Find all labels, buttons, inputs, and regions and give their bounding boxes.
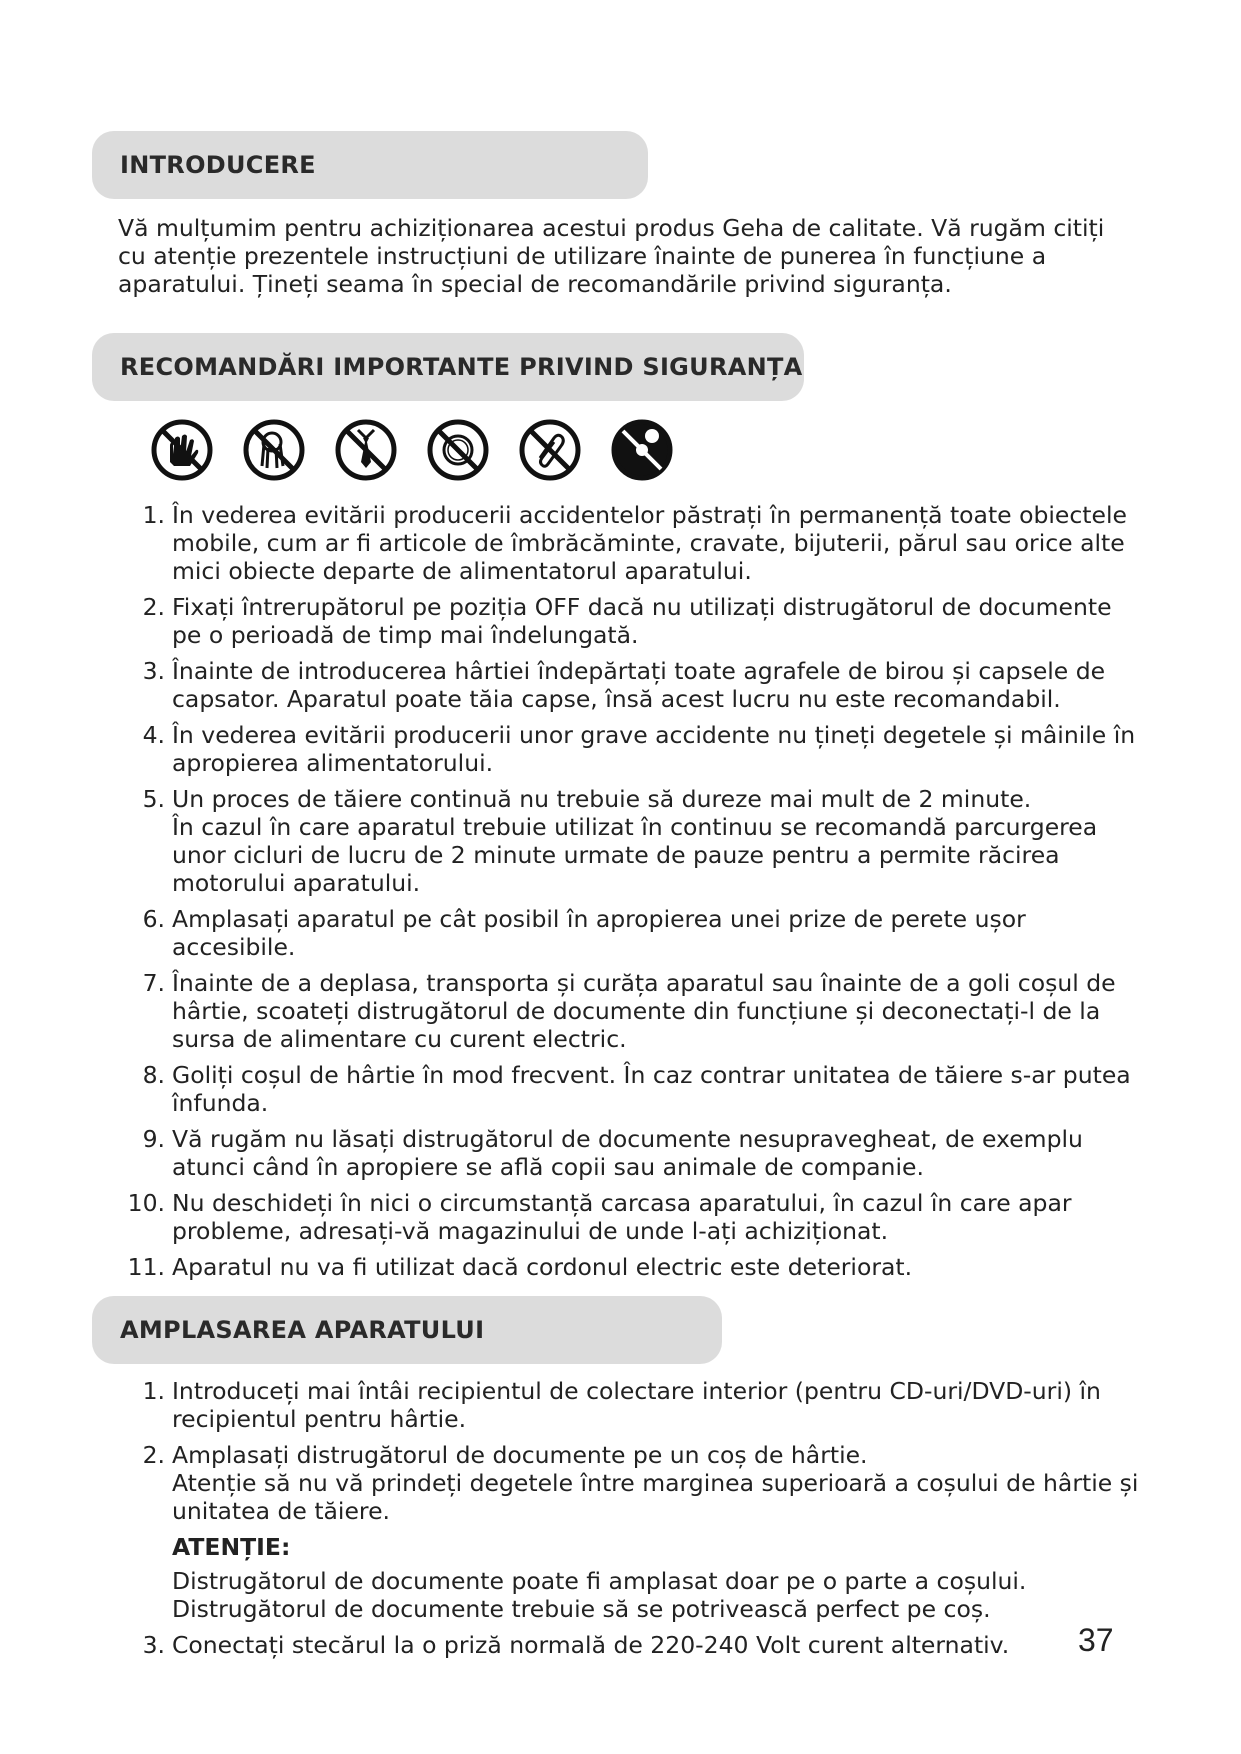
section-title: INTRODUCERE xyxy=(120,151,316,179)
list-item: 8. Goliți coșul de hârtie în mod frecvent. În caz contrar unitatea de tăiere s-ar putea înfunda. xyxy=(142,1061,1131,1117)
no-tie-icon xyxy=(334,418,398,482)
list-item: 6. Amplasați aparatul pe cât posibil în apropierea unei prize de perete ușor accesibile. xyxy=(142,905,1026,961)
no-hands-icon xyxy=(150,418,214,482)
list-item-text-continued: În cazul în care aparatul trebuie utilizat în continuu se recomandă parcurgerea unor cicluri de lucru de 2 minute urmate de pauze pentru a permite răcirea motorului aparatului. xyxy=(172,813,1098,897)
list-item: 4. În vederea evitării producerii unor grave accidente nu țineți degetele și mâinile în apropierea alimentatorului. xyxy=(142,721,1136,777)
attention-title: ATENȚIE: xyxy=(172,1533,291,1561)
placement-list xyxy=(120,1377,1140,1667)
list-item: 2. Fixați întrerupătorul pe poziția OFF dacă nu utilizați distrugătorul de documente pe o perioadă de timp mai îndelungată. xyxy=(142,593,1112,649)
safety-icons-row xyxy=(150,418,710,484)
list-item-text: Amplasați distrugătorul de documente pe un coș de hârtie. xyxy=(172,1441,868,1469)
no-paperclip-icon xyxy=(518,418,582,482)
list-item: 3. Conectați stecărul la o priză normală de 220-240 Volt curent alternativ. xyxy=(142,1631,1010,1659)
safety-list xyxy=(120,501,1140,1289)
section-title: AMPLASAREA APARATULUI xyxy=(120,1316,485,1344)
list-item: 10. Nu deschideți în nici o circumstanță carcasa aparatului, în cazul în care apar probleme, adresați-vă magazinului de unde l-ați achiziționat. xyxy=(127,1189,1072,1245)
no-hair-icon xyxy=(242,418,306,482)
intro-paragraph: Vă mulțumim pentru achiziționarea acestui produs Geha de calitate. Vă rugăm citiți cu atenție prezentele instrucțiuni de utilizare înainte de punerea în funcțiune a aparatului. Țineți seama în special de recomandările privind siguranța. xyxy=(118,214,1105,298)
list-item-text-continued: Atenție să nu vă prindeți degetele între marginea superioară a coșului de hârtie și unitatea de tăiere. xyxy=(172,1469,1139,1525)
list-item: 9. Vă rugăm nu lăsați distrugătorul de documente nesupravegheat, de exemplu atunci când în apropiere se află copii sau animale de companie. xyxy=(142,1125,1083,1181)
section-header-introducere xyxy=(92,131,648,199)
no-cd-icon xyxy=(610,418,674,482)
list-item: 11. Aparatul nu va fi utilizat dacă cordonul electric este deteriorat. xyxy=(127,1253,913,1281)
list-item: 3. Înainte de introducerea hârtiei îndepărtați toate agrafele de birou și capsele de capsator. Aparatul poate tăia capse, însă acest lucru nu este recomandabil. xyxy=(142,657,1106,713)
attention-text: Distrugătorul de documente poate fi amplasat doar pe o parte a coșului. Distrugătorul de documente trebuie să se potrivească perfect pe coș. xyxy=(172,1567,1027,1623)
no-jewelry-icon xyxy=(426,418,490,482)
section-header-safety xyxy=(92,333,804,401)
list-item: 2. Amplasați distrugătorul de documente pe un coș de hârtie. Atenție să nu vă prindeți degetele între marginea superioară a coșului de hârtie și unitatea de tăiere. ATENȚIE: Distrugătorul de documente poate fi amplasat doar pe o parte a coșului. Distrugătorul de documente trebuie să se potrivească perfect pe coș. xyxy=(142,1441,1139,1623)
section-title: RECOMANDĂRI IMPORTANTE PRIVIND SIGURANȚA xyxy=(120,353,803,381)
list-item: 5. Un proces de tăiere continuă nu trebuie să dureze mai mult de 2 minute. În cazul în care aparatul trebuie utilizat în continuu se recomandă parcurgerea unor cicluri de lucru de 2 minute urmate de pauze pentru a permite răcirea motorului aparatului. xyxy=(120,785,1140,897)
list-item: 1. În vederea evitării producerii accidentelor păstrați în permanență toate obiectele mobile, cum ar fi articole de îmbrăcăminte, cravate, bijuterii, părul sau orice alte mici obiecte departe de alimentatorul aparatului. xyxy=(142,501,1127,585)
section-header-placement xyxy=(92,1296,722,1364)
list-item-text: Un proces de tăiere continuă nu trebuie să dureze mai mult de 2 minute. xyxy=(172,785,1032,813)
list-item: 1. Introduceți mai întâi recipientul de colectare interior (pentru CD-uri/DVD-uri) în recipientul pentru hârtie. xyxy=(142,1377,1101,1433)
page-number: 37 xyxy=(1078,1622,1114,1658)
list-item: 7. Înainte de a deplasa, transporta și curăța aparatul sau înainte de a goli coșul de hârtie, scoateți distrugătorul de documente din funcțiune și deconectați-l de la sursa de alimentare cu curent electric. xyxy=(142,969,1116,1053)
